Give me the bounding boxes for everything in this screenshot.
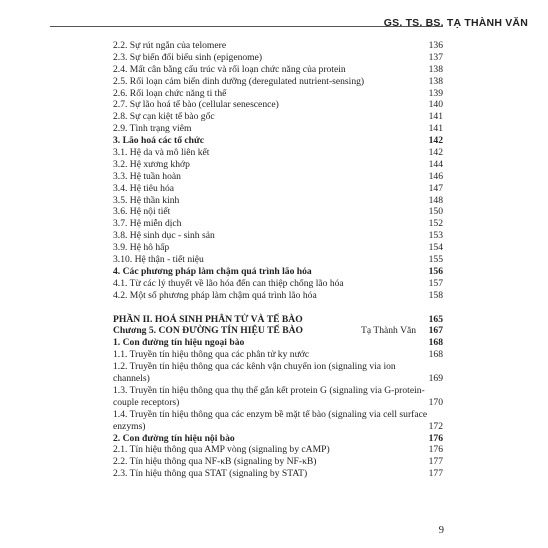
toc-entry bbox=[113, 206, 443, 218]
toc-entry-title: 1. Con đường tín hiệu ngoại bào bbox=[113, 337, 245, 349]
toc-entry bbox=[113, 325, 443, 337]
toc-entry-title: 3.10. Hệ thận - tiết niệu bbox=[113, 254, 204, 266]
toc-entry bbox=[113, 147, 443, 159]
toc-entry-page: 167 bbox=[428, 325, 443, 337]
toc-entry bbox=[113, 278, 443, 290]
toc-entry-page: 148 bbox=[428, 194, 443, 206]
toc-entry-page: 154 bbox=[428, 242, 443, 254]
toc-entry-title: 2.2. Tín hiệu thông qua NF-κB (signaling by NF-κB) bbox=[113, 456, 317, 468]
toc-entry bbox=[113, 88, 443, 100]
toc-entry-title: 2.3. Sự biến đổi biểu sinh (epigenome) bbox=[113, 51, 263, 63]
toc-entry-title: 3.7. Hệ miễn dịch bbox=[113, 218, 182, 230]
toc-entry-page: 141 bbox=[428, 123, 443, 135]
toc-entry bbox=[113, 385, 443, 409]
toc-entry-title: 4.1. Từ các lý thuyết về lão hóa đến can thiệp chống lão hóa bbox=[113, 277, 344, 289]
toc-entry-title: 1.2. Truyền tín hiệu thông qua các kênh vận chuyển ion (signaling via ion channels) bbox=[113, 361, 396, 385]
toc-entry-title: 3.9. Hệ hô hấp bbox=[113, 242, 170, 254]
toc-entry bbox=[113, 64, 443, 76]
toc-entry bbox=[113, 52, 443, 64]
toc-entry bbox=[113, 135, 443, 147]
toc-entry-page: 177 bbox=[428, 456, 443, 468]
toc-entry-title: 1.3. Truyền tín hiệu thông qua thụ thể gắn kết protein G (signaling via G-protein-couple receptors) bbox=[113, 384, 425, 408]
toc-entry-title: 2.9. Tình trạng viêm bbox=[113, 123, 192, 135]
toc-entry-page: 139 bbox=[428, 87, 443, 99]
toc-entry-title: 2.6. Rối loạn chức năng ti thể bbox=[113, 87, 227, 99]
toc-entry-title: 3.3. Hệ tuần hoàn bbox=[113, 170, 181, 182]
toc-entry-page: 176 bbox=[428, 432, 443, 444]
toc-entry-title: 3.2. Hệ xương khớp bbox=[113, 158, 190, 170]
toc-entry-page: 150 bbox=[428, 206, 443, 218]
toc-entry-page: 140 bbox=[428, 99, 443, 111]
toc-entry bbox=[113, 171, 443, 183]
toc-entry-title: 3.1. Hệ da và mô liên kết bbox=[113, 147, 210, 159]
chapter-author: Tạ Thành Văn bbox=[361, 325, 417, 337]
toc-entry bbox=[113, 254, 443, 266]
toc-entry-page: 156 bbox=[428, 265, 443, 277]
toc-entry-page: 155 bbox=[428, 254, 443, 266]
page-number: 9 bbox=[438, 525, 444, 536]
toc-entry bbox=[113, 361, 443, 385]
toc-entry bbox=[113, 218, 443, 230]
toc-entry-page: 152 bbox=[428, 218, 443, 230]
toc-entry-page: 158 bbox=[428, 289, 443, 301]
toc-entry-page: 147 bbox=[428, 182, 443, 194]
table-of-contents bbox=[113, 40, 443, 480]
toc-entry-page: 165 bbox=[428, 313, 443, 325]
toc-entry bbox=[113, 76, 443, 88]
toc-entry-title: 4.2. Một số phương pháp làm chậm quá trình lão hóa bbox=[113, 289, 317, 301]
toc-entry-page: 169 bbox=[428, 373, 443, 385]
toc-entry bbox=[113, 123, 443, 135]
toc-entry-title: 3.6. Hệ nội tiết bbox=[113, 206, 171, 218]
toc-entry-page: 144 bbox=[428, 158, 443, 170]
toc-entry-page: 168 bbox=[428, 349, 443, 361]
toc-entry-title: 2.4. Mất cân bằng cấu trúc và rối loạn chức năng của protein bbox=[113, 63, 346, 75]
toc-entry-page: 137 bbox=[428, 51, 443, 63]
toc-entry bbox=[113, 183, 443, 195]
toc-entry-page: 168 bbox=[428, 337, 443, 349]
toc-entry bbox=[113, 111, 443, 123]
toc-entry bbox=[113, 99, 443, 111]
toc-entry bbox=[113, 195, 443, 207]
toc-entry-page: 138 bbox=[428, 75, 443, 87]
toc-entry bbox=[113, 433, 443, 445]
toc-entry-title: PHẦN II. HOÁ SINH PHÂN TỬ VÀ TẾ BÀO bbox=[113, 313, 303, 325]
toc-entry bbox=[113, 40, 443, 52]
toc-entry-title: 1.4. Truyền tín hiệu thông qua các enzym bề mặt tế bào (signaling via cell surface enzyms) bbox=[113, 408, 428, 432]
running-header bbox=[0, 16, 548, 36]
toc-entry-title: 3.8. Hệ sinh dục - sinh sản bbox=[113, 230, 215, 242]
toc-entry bbox=[113, 159, 443, 171]
toc-entry-title: 3.5. Hệ thần kinh bbox=[113, 194, 180, 206]
toc-entry-page: 153 bbox=[428, 230, 443, 242]
header-author: GS. TS. BS. TẠ THÀNH VĂN bbox=[383, 17, 528, 29]
toc-entry-page: 176 bbox=[428, 444, 443, 456]
toc-entry-title: Chương 5. CON ĐƯỜNG TÍN HIỆU TẾ BÀO bbox=[113, 325, 304, 337]
toc-entry bbox=[113, 409, 443, 433]
toc-entry-title: 2.3. Tín hiệu thông qua STAT (signaling by STAT) bbox=[113, 468, 308, 480]
toc-entry bbox=[113, 266, 443, 278]
toc-entry-title: 3. Lão hoá các tổ chức bbox=[113, 135, 205, 147]
toc-entry-title: 3.4. Hệ tiêu hóa bbox=[113, 182, 175, 194]
toc-entry-title: 2.1. Tín hiệu thông qua AMP vòng (signaling by cAMP) bbox=[113, 444, 330, 456]
toc-entry bbox=[113, 314, 443, 326]
toc-entry-page: 142 bbox=[428, 135, 443, 147]
toc-entry bbox=[113, 242, 443, 254]
toc-entry bbox=[113, 230, 443, 242]
toc-entry-title: 2. Con đường tín hiệu nội bào bbox=[113, 432, 235, 444]
toc-entry-title: 4. Các phương pháp làm chậm quá trình lão hóa bbox=[113, 265, 312, 277]
toc-entry-title: 2.5. Rối loạn cảm biến dinh dưỡng (deregulated nutrient-sensing) bbox=[113, 75, 365, 87]
toc-entry-page: 172 bbox=[428, 420, 443, 432]
toc-entry-title: 2.2. Sự rút ngắn của telomere bbox=[113, 40, 227, 51]
toc-entry-page: 146 bbox=[428, 170, 443, 182]
toc-entry-page: 138 bbox=[428, 63, 443, 75]
toc-entry-page: 142 bbox=[428, 147, 443, 158]
toc-entry-page: 141 bbox=[428, 111, 443, 123]
toc-entry bbox=[113, 456, 443, 468]
toc-entry-page: 157 bbox=[428, 277, 443, 289]
toc-entry-title: 2.8. Sự cạn kiệt tế bào gốc bbox=[113, 111, 215, 123]
toc-entry bbox=[113, 337, 443, 349]
toc-entry bbox=[113, 349, 443, 361]
toc-entry bbox=[113, 468, 443, 480]
toc-entry bbox=[113, 444, 443, 456]
toc-entry-page: 136 bbox=[428, 39, 443, 51]
toc-entry-page: 177 bbox=[428, 468, 443, 480]
toc-entry-title: 2.7. Sự lão hoá tế bào (cellular senescence) bbox=[113, 99, 279, 111]
toc-entry bbox=[113, 290, 443, 302]
toc-entry-title: 1.1. Truyền tín hiệu thông qua các phân tử ky nước bbox=[113, 349, 310, 361]
toc-entry-page: 170 bbox=[428, 396, 443, 408]
